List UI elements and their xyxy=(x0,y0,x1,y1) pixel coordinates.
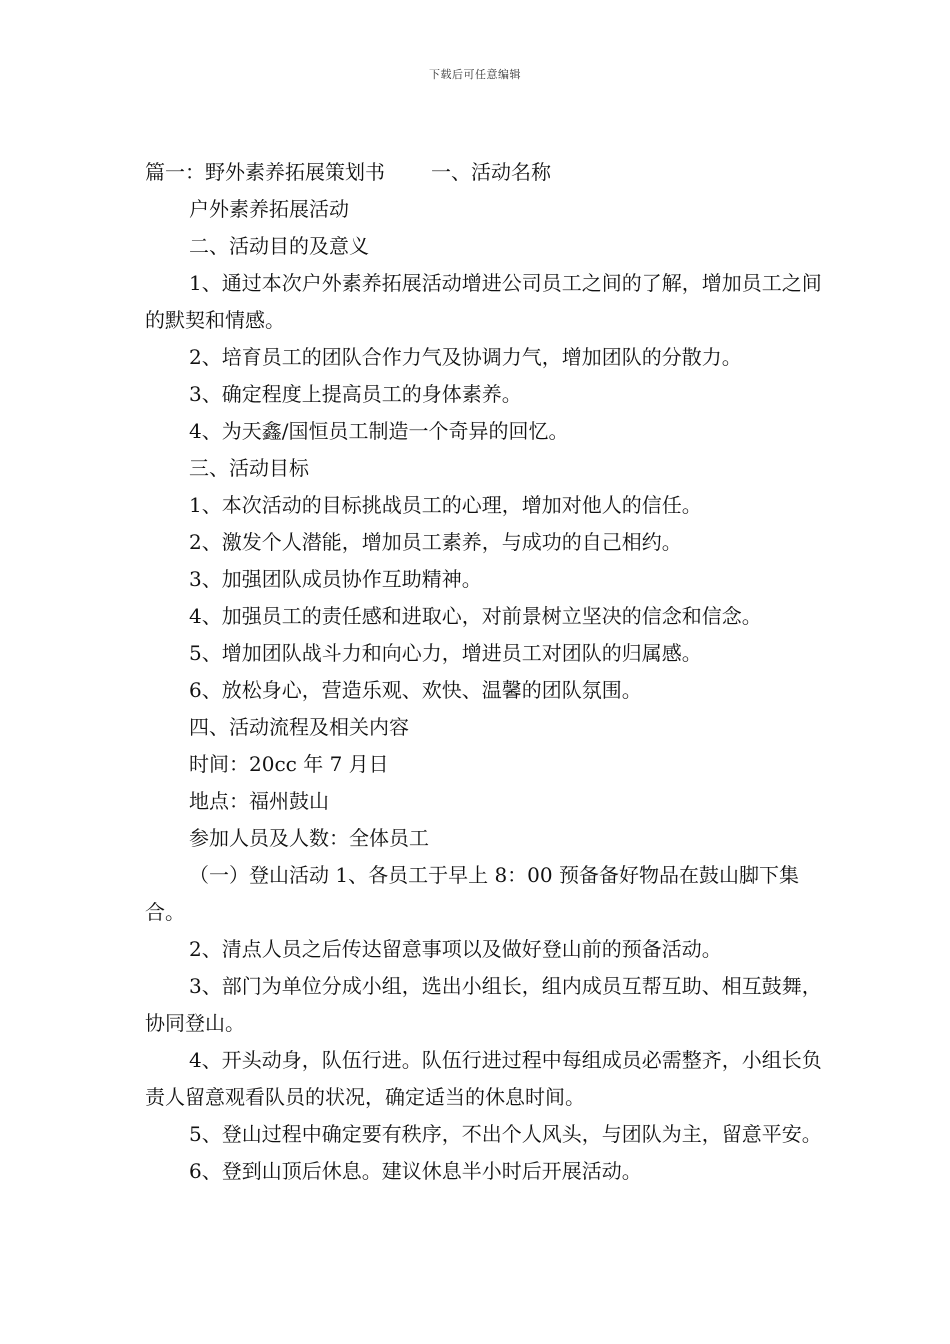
paragraph-line: 时间：20cc 年 7 月日 xyxy=(189,752,389,776)
paragraph-line: 三、活动目标 xyxy=(189,456,309,480)
paragraph-line: 2、清点人员之后传达留意事项以及做好登山前的预备活动。 xyxy=(189,937,722,961)
section-heading-activity-name: 一、活动名称 xyxy=(431,160,551,184)
document-paragraphs xyxy=(145,191,825,1190)
paragraph-line: 3、确定程度上提高员工的身体素养。 xyxy=(189,382,522,406)
paragraph-line: 2、激发个人潜能，增加员工素养，与成功的自己相约。 xyxy=(189,530,682,554)
paragraph-line: 地点：福州鼓山 xyxy=(189,789,329,813)
paragraph-line: 2、培育员工的团队合作力气及协调力气，增加团队的分散力。 xyxy=(189,345,742,369)
page-header-note: 下载后可任意编辑 xyxy=(429,68,521,81)
paragraph-line: 1、本次活动的目标挑战员工的心理，增加对他人的信任。 xyxy=(189,493,702,517)
document-body xyxy=(145,154,825,1190)
paragraph-line: 4、为天鑫/国恒员工制造一个奇异的回忆。 xyxy=(189,419,569,443)
paragraph-line: 3、加强团队成员协作互助精神。 xyxy=(189,567,482,591)
paragraph-line: 6、放松身心，营造乐观、欢快、温馨的团队氛围。 xyxy=(189,678,642,702)
paragraph-line: 参加人员及人数：全体员工 xyxy=(189,826,429,850)
paragraph-line: 4、开头动身，队伍行进。队伍行进过程中每组成员必需整齐，小组长负责人留意观看队员的状况，确定适当的休息时间。 xyxy=(145,1048,822,1109)
paragraph-line: 3、部门为单位分成小组，选出小组长，组内成员互帮互助、相互鼓舞，协同登山。 xyxy=(145,974,822,1035)
document-title-line xyxy=(145,154,825,191)
document-title: 篇一：野外素养拓展策划书 xyxy=(145,160,385,184)
paragraph-line: （一）登山活动 1、各员工于早上 8：00 预备备好物品在鼓山脚下集合。 xyxy=(145,863,799,924)
paragraph-line: 四、活动流程及相关内容 xyxy=(189,715,409,739)
paragraph-line: 二、活动目的及意义 xyxy=(189,234,369,258)
paragraph-line: 4、加强员工的责任感和进取心，对前景树立坚决的信念和信念。 xyxy=(189,604,762,628)
paragraph-line: 5、登山过程中确定要有秩序，不出个人风头，与团队为主，留意平安。 xyxy=(189,1122,822,1146)
paragraph-line: 户外素养拓展活动 xyxy=(189,197,349,221)
paragraph-line: 6、登到山顶后休息。建议休息半小时后开展活动。 xyxy=(189,1159,642,1183)
paragraph-line: 5、增加团队战斗力和向心力，增进员工对团队的归属感。 xyxy=(189,641,702,665)
paragraph-line: 1、通过本次户外素养拓展活动增进公司员工之间的了解，增加员工之间的默契和情感。 xyxy=(145,271,822,332)
